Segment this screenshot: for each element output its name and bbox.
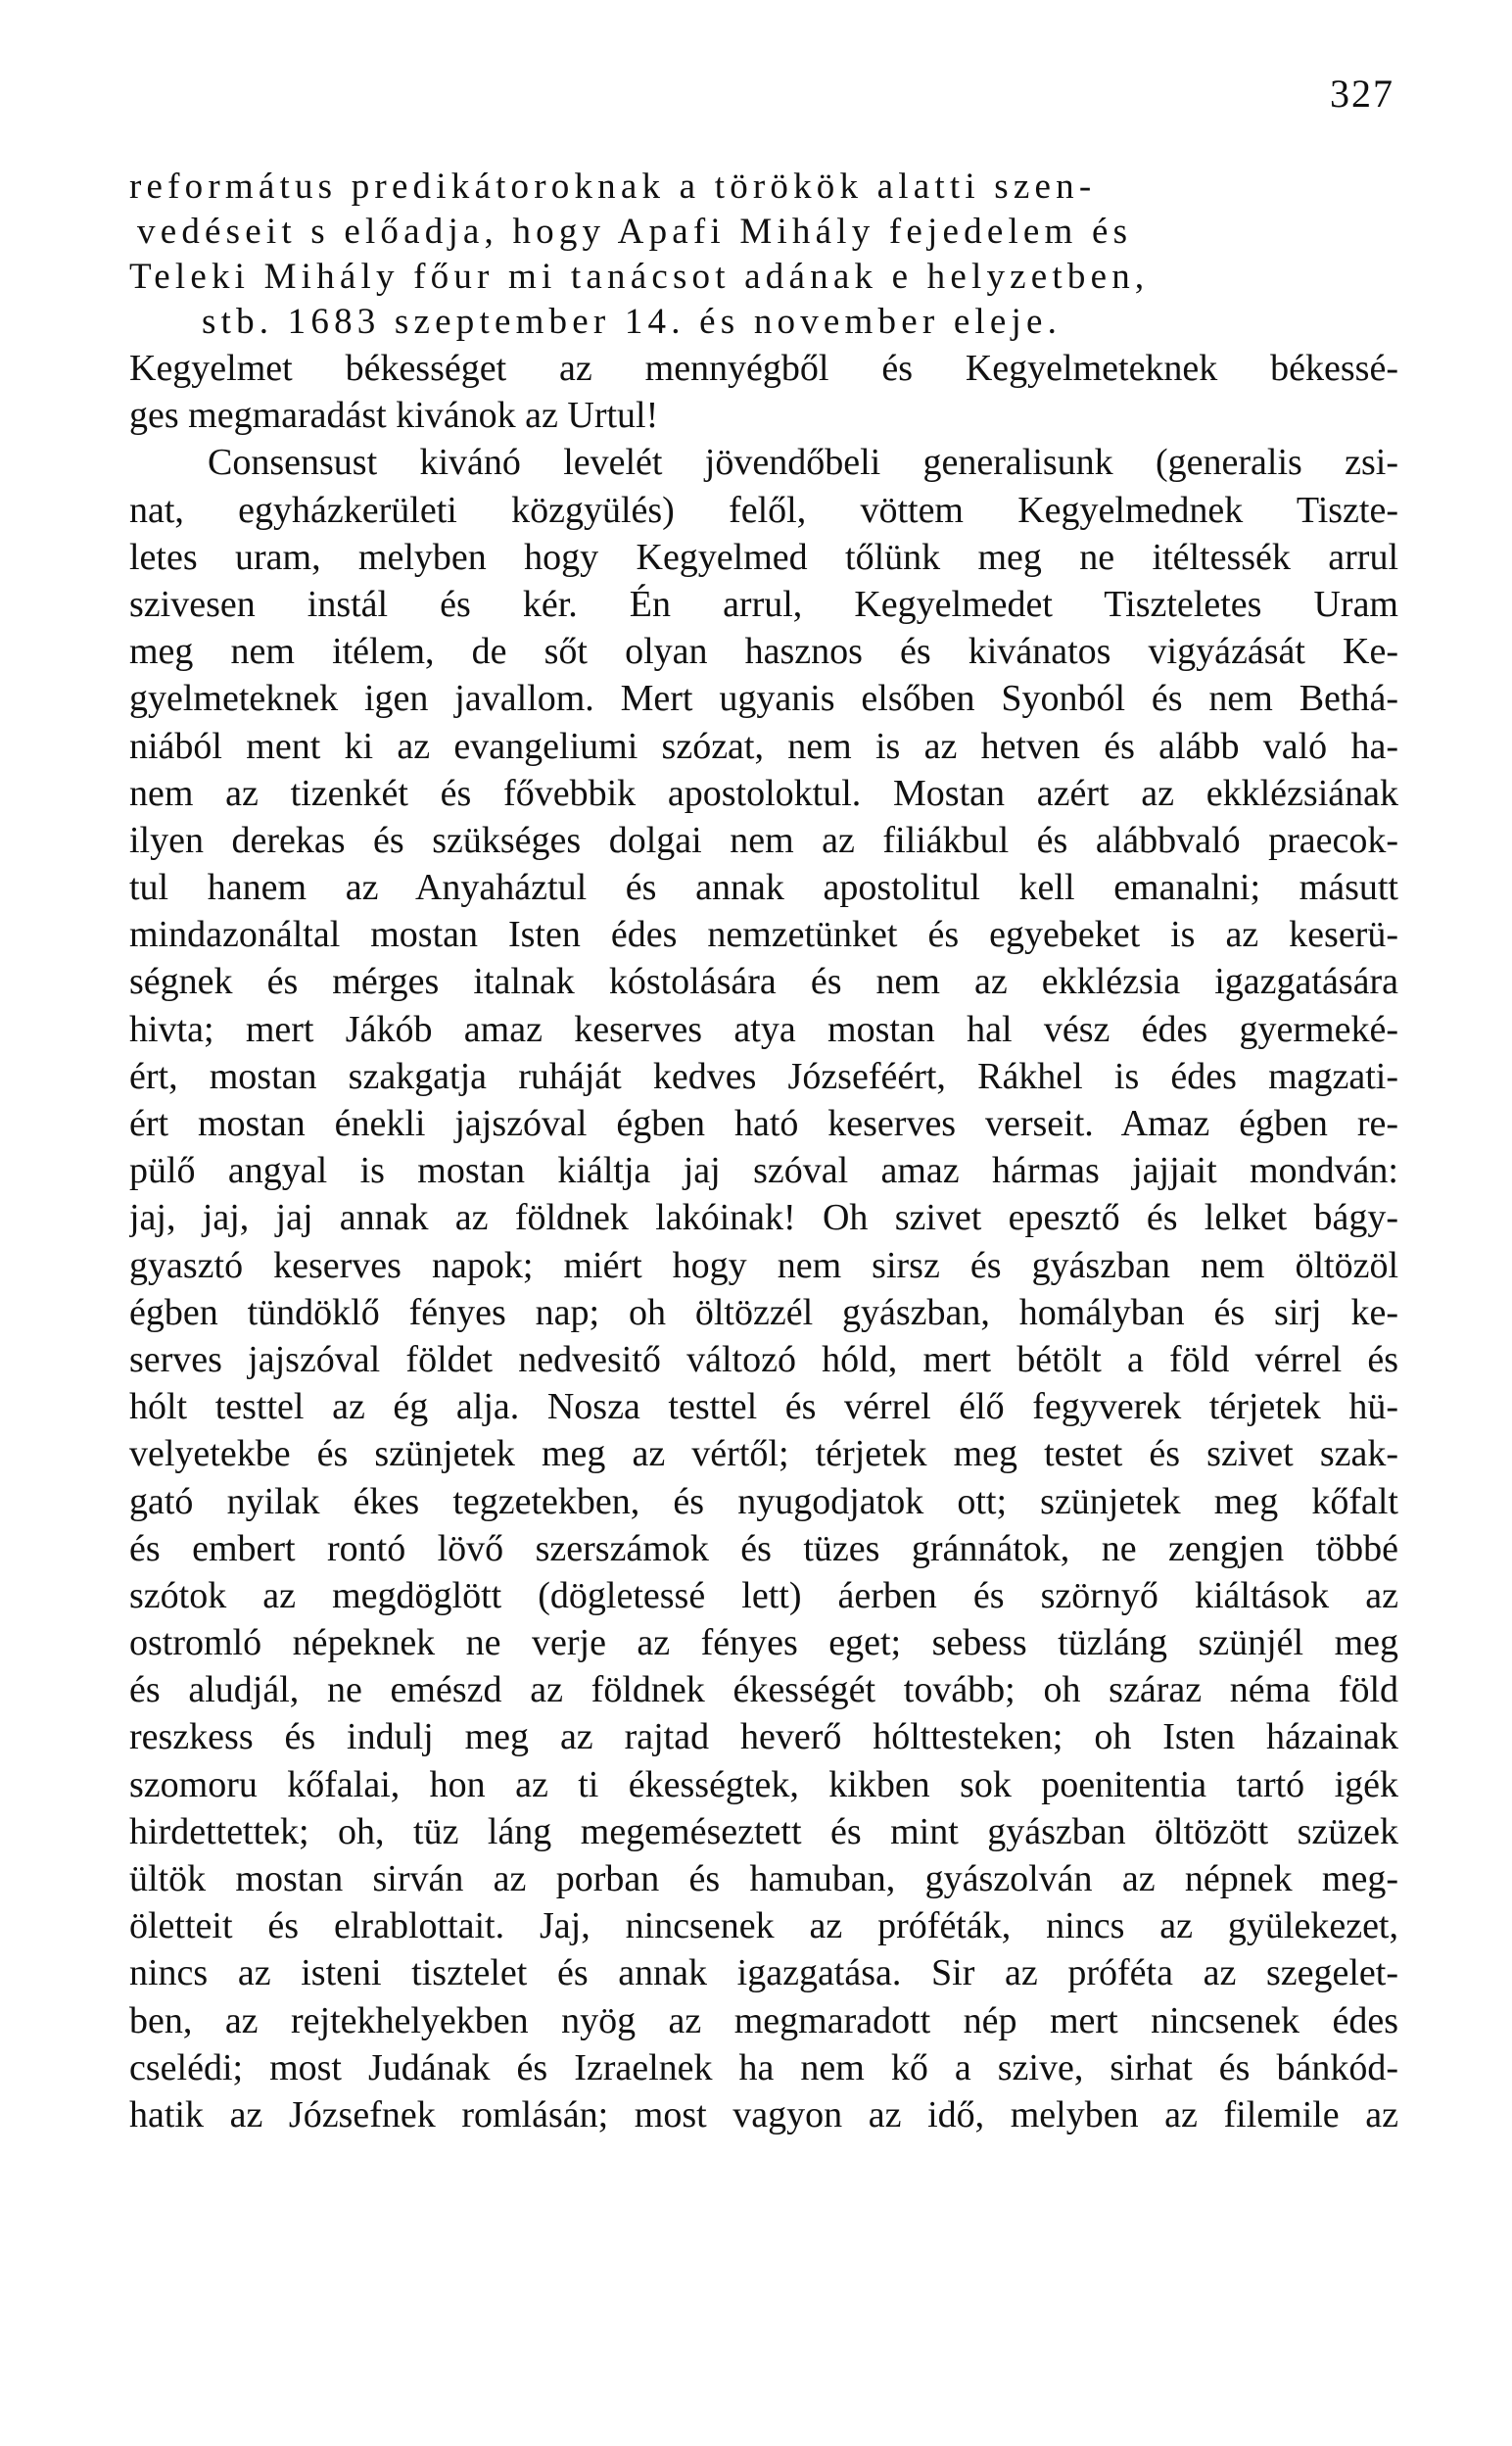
heading-line: református predikátoroknak a törökök alatti szen- [129,167,1097,207]
body-line: cselédi; most Judának és Izraelnek ha nem kő a szive, sirhat és bánkód- [129,2046,1398,2088]
body-line: nincs az isteni tisztelet és annak igazgatása. Sir az próféta az szegelet- [129,1952,1398,1994]
heading-line: vedéseit s előadja, hogy Apafi Mihály fejedelem és [137,212,1133,252]
body-line: öletteit és elrablottait. Jaj, nincsenek az próféták, nincs az gyülekezet, [129,1905,1398,1947]
body-line: nem az tizenkét és fővebbik apostoloktul. Mostan azért az ekklézsiának [129,772,1398,814]
body-line: nat, egyházkerületi közgyülés) felől, vöttem Kegyelmednek Tiszte- [129,489,1398,531]
document-heading-summary [129,165,1398,345]
page-number: 327 [1330,72,1394,116]
body-line: hivta; mert Jákób amaz keserves atya mostan hal vész édes gyermeké- [129,1008,1398,1050]
body-line: letes uram, melyben hogy Kegyelmed tőlünk meg ne itéltessék arrul [129,536,1398,578]
body-line: meg nem itélem, de sőt olyan hasznos és kivánatos vigyázását Ke- [129,631,1398,673]
body-line: szomoru kőfalai, hon az ti ékességtek, kikben sok poenitentia tartó igék [129,1763,1398,1805]
body-line: reszkess és indulj meg az rajtad heverő hólttesteken; oh Isten házainak [129,1716,1398,1758]
body-line: hirdettettek; oh, tüz láng megeméseztett és mint gyászban öltözött szüzek [129,1810,1398,1852]
body-line: ért, mostan szakgatja ruháját kedves Józseféért, Rákhel is édes magzati- [129,1055,1398,1097]
body-line: és aludjál, ne emészd az földnek ékességét tovább; oh száraz néma föld [129,1669,1398,1711]
body-line: szivesen instál és kér. Én arrul, Kegyelmedet Tiszteletes Uram [129,583,1398,625]
body-line: niából ment ki az evangeliumi szózat, nem is az hetven és alább való ha- [129,725,1398,767]
body-line: ges megmaradást kivánok az Urtul! [129,395,659,437]
body-line: gyasztó keserves napok; miért hogy nem sirsz és gyászban nem öltözöl [129,1244,1398,1286]
body-line: tul hanem az Anyaháztul és annak apostolitul kell emanalni; másutt [129,867,1398,909]
body-line: gyelmeteknek igen javallom. Mert ugyanis elsőben Syonból és nem Bethá- [129,678,1398,720]
body-line: és embert rontó lövő szerszámok és tüzes gránnátok, ne zengjen többé [129,1527,1398,1569]
body-line: ségnek és mérges italnak kóstolására és nem az ekklézsia igazgatására [129,961,1398,1003]
heading-line: stb. 1683 szeptember 14. és november eleje. [202,302,1063,342]
letter-body [129,345,1398,2138]
body-line: ostromló népeknek ne verje az fényes eget; sebess tüzláng szünjél meg [129,1622,1398,1664]
body-line: pülő angyal is mostan kiáltja jaj szóval amaz hármas jajjait mondván: [129,1150,1398,1192]
body-line: ilyen derekas és szükséges dolgai nem az filiákbul és alábbvaló praecok- [129,819,1398,861]
body-line: jaj, jaj, jaj annak az földnek lakóinak! Oh szivet epesztő és lelket bágy- [129,1197,1398,1239]
body-line: mindazonáltal mostan Isten édes nemzetünket és egyebeket is az keserü- [129,914,1398,956]
body-line: Kegyelmet békességet az mennyégből és Kegyelmeteknek békessé- [129,348,1398,389]
body-line: serves jajszóval földet nedvesitő változó hóld, mert bétölt a föld vérrel és [129,1338,1398,1380]
body-line: Consensust kivánó levelét jövendőbeli generalisunk (generalis zsi- [208,442,1398,484]
body-line: ért mostan énekli jajszóval égben ható keserves verseit. Amaz égben re- [129,1103,1398,1144]
body-line: hólt testtel az ég alja. Nosza testtel és vérrel élő fegyverek térjetek hü- [129,1386,1398,1428]
body-line: velyetekbe és szünjetek meg az vértől; térjetek meg testet és szivet szak- [129,1433,1398,1475]
body-line: gató nyilak ékes tegzetekben, és nyugodjatok ott; szünjetek meg kőfalt [129,1480,1398,1522]
body-line: szótok az megdöglött (dögletessé lett) áerben és szörnyő kiáltások az [129,1574,1398,1616]
body-line: ben, az rejtekhelyekben nyög az megmaradott nép mert nincsenek édes [129,1999,1398,2041]
heading-line: Teleki Mihály főur mi tanácsot adának e helyzetben, [129,257,1150,297]
body-line: égben tündöklő fényes nap; oh öltözzél gyászban, homályban és sirj ke- [129,1291,1398,1333]
body-line: hatik az Józsefnek romlásán; most vagyon az idő, melyben az filemile az [129,2093,1398,2135]
body-line: ültök mostan sirván az porban és hamuban, gyászolván az népnek meg- [129,1858,1398,1899]
